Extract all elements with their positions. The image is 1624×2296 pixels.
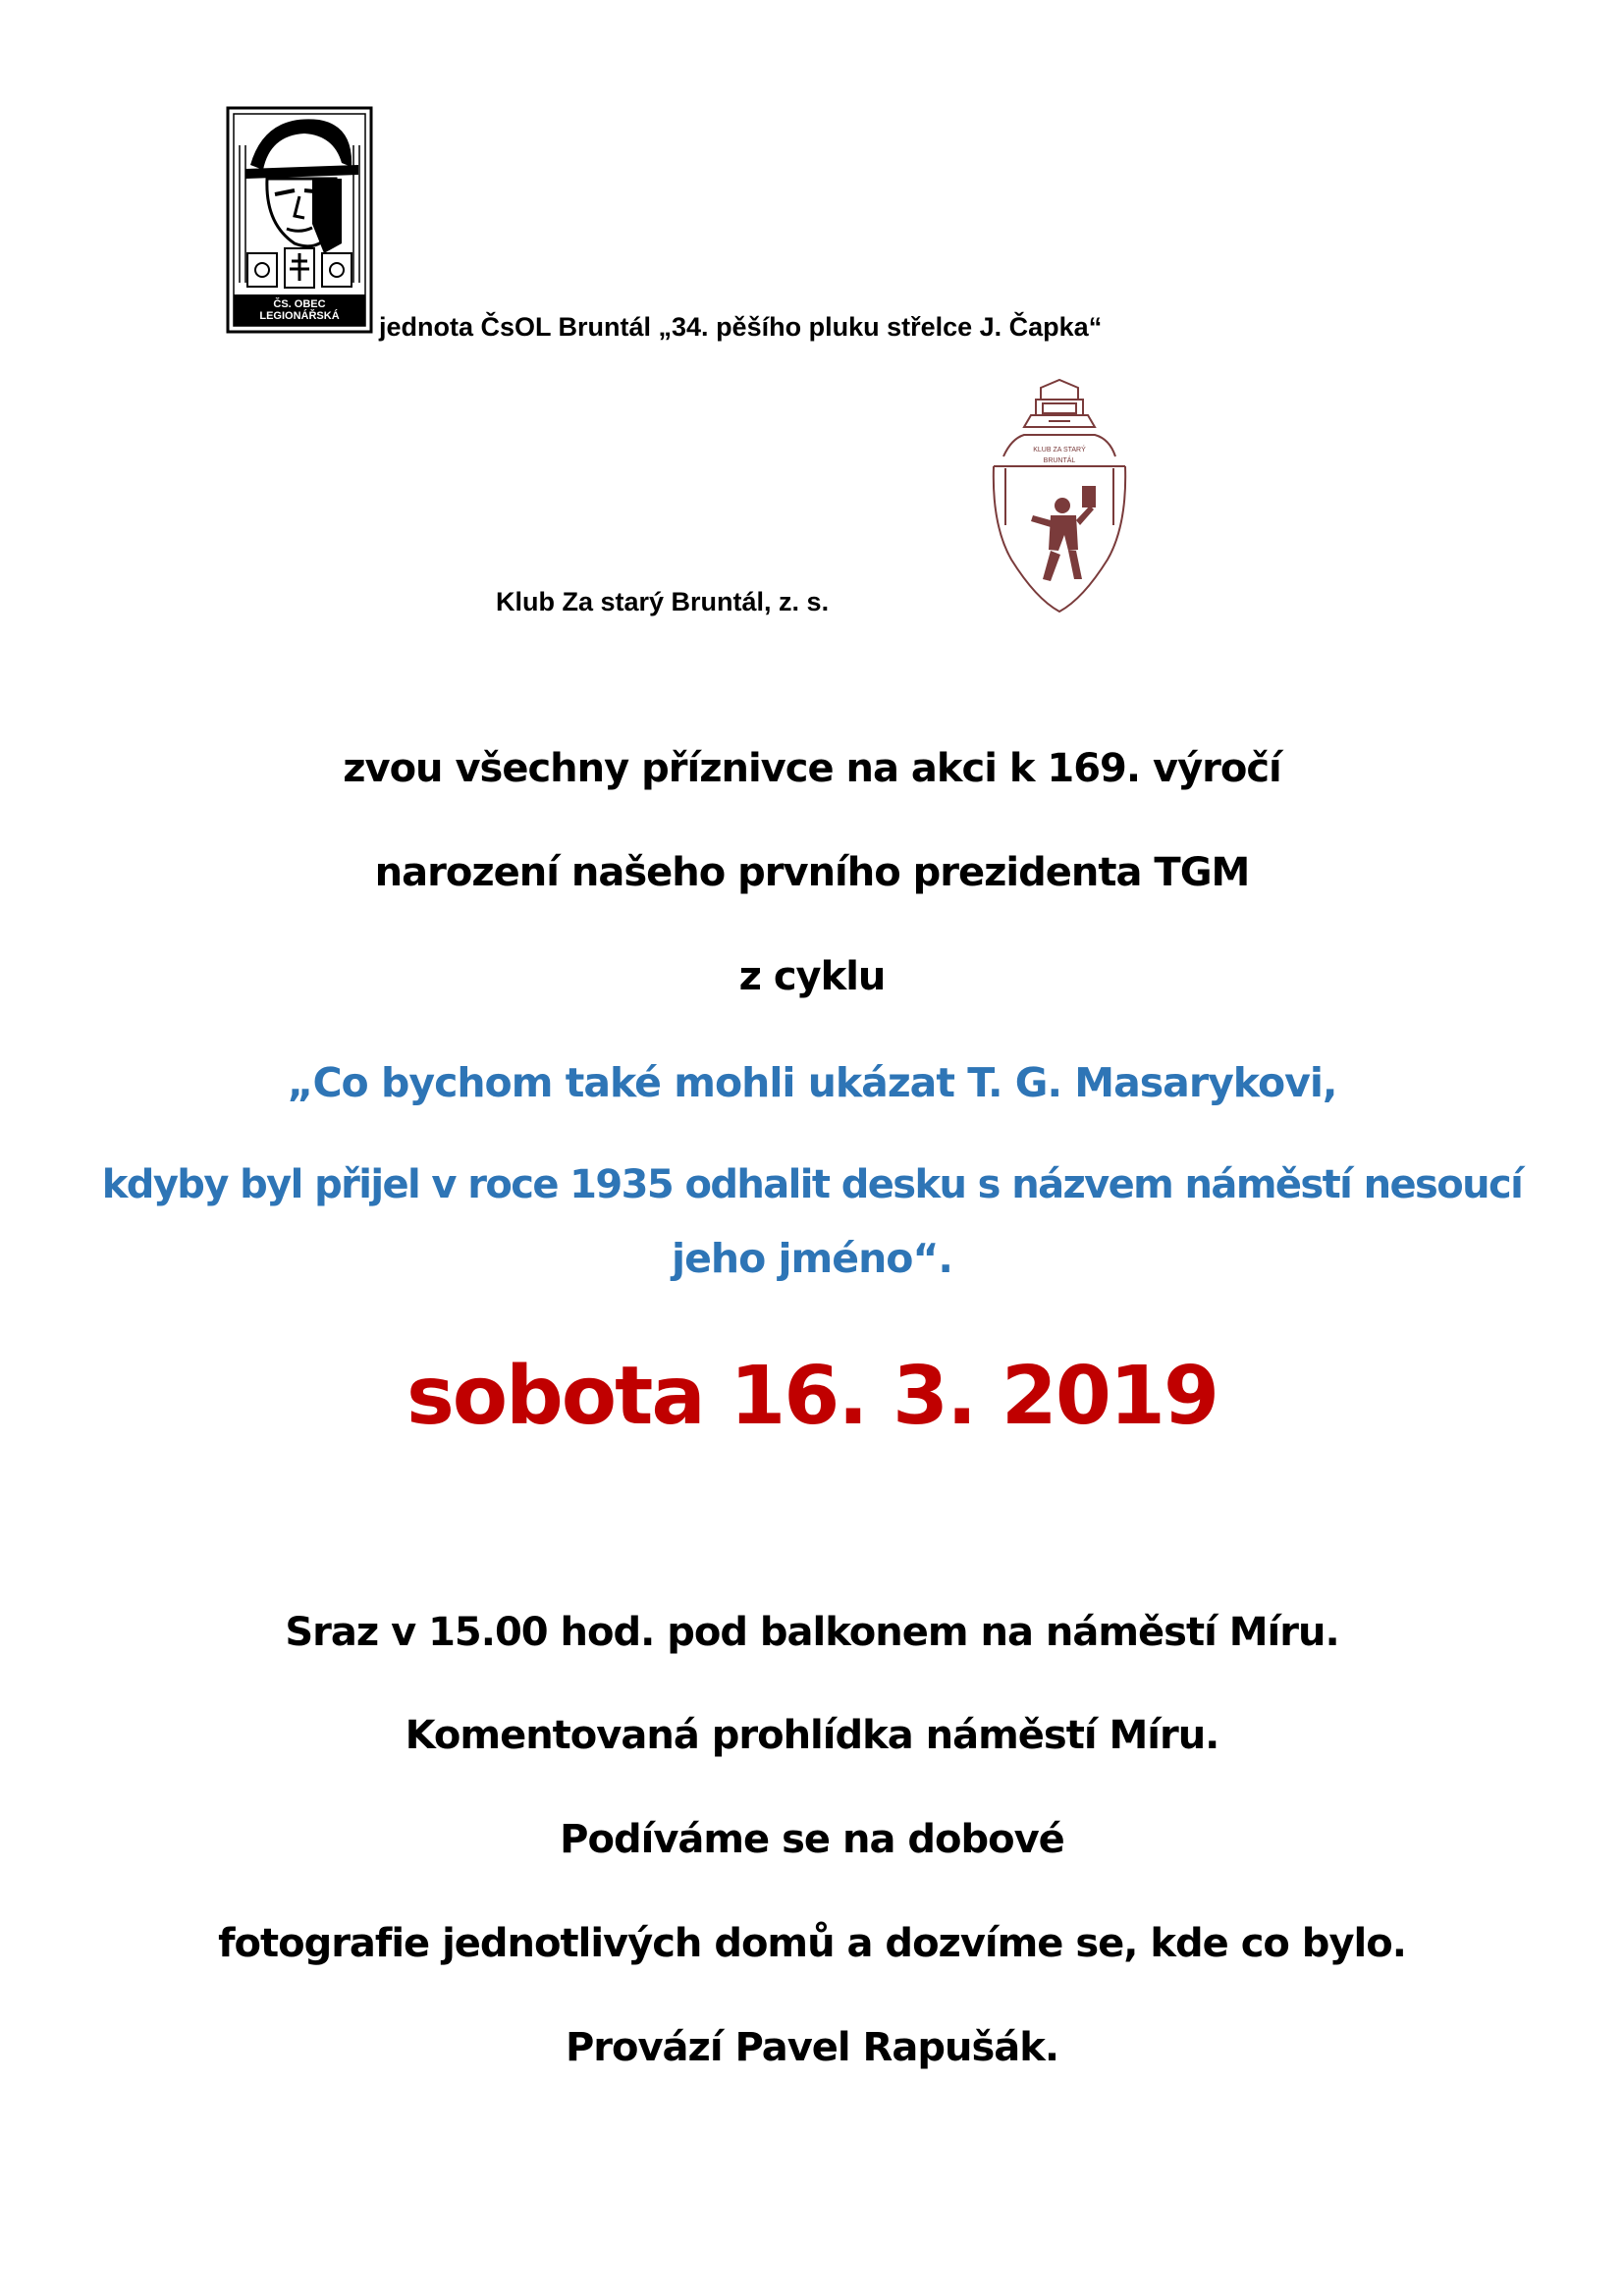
cycle-title-line-3: jeho jméno“. <box>672 1235 952 1282</box>
details-line-2: Komentovaná prohlídka náměstí Míru. <box>405 1713 1219 1758</box>
details-line-5: Provází Pavel Rapušák. <box>565 2025 1059 2070</box>
legion-logo-text: ČS. OBEC LEGIONÁŘSKÁ <box>259 298 340 322</box>
klub-za-stary-bruntal-logo <box>982 378 1137 614</box>
org-line-klub: Klub Za starý Bruntál, z. s. <box>496 587 830 616</box>
cs-obec-legionarska-logo <box>226 106 373 334</box>
svg-text:KLUB ZA STARÝ: KLUB ZA STARÝ <box>1033 447 1086 454</box>
invitation-line-3: z cyklu <box>738 954 886 999</box>
event-date: sobota 16. 3. 2019 <box>406 1350 1218 1443</box>
svg-text:BRUNTÁL: BRUNTÁL <box>1043 457 1076 464</box>
details-line-3: Podíváme se na dobové <box>560 1817 1064 1862</box>
details-line-4: fotografie jednotlivých domů a dozvíme se, kde co bylo. <box>218 1921 1406 1966</box>
org-line-csol: jednota ČsOL Bruntál „34. pěšího pluku střelce J. Čapka“ <box>379 312 1103 342</box>
cycle-title-line-2: kdyby byl přijel v roce 1935 odhalit desku s názvem náměstí nesoucí <box>101 1162 1523 1207</box>
cycle-title-line-1: „Co bychom také mohli ukázat T. G. Masarykovi, <box>287 1059 1337 1106</box>
invitation-line-2: narození našeho prvního prezidenta TGM <box>374 850 1250 895</box>
details-line-1: Sraz v 15.00 hod. pod balkonem na náměstí Míru. <box>285 1610 1339 1655</box>
invitation-line-1: zvou všechny příznivce na akci k 169. výročí <box>343 746 1281 791</box>
